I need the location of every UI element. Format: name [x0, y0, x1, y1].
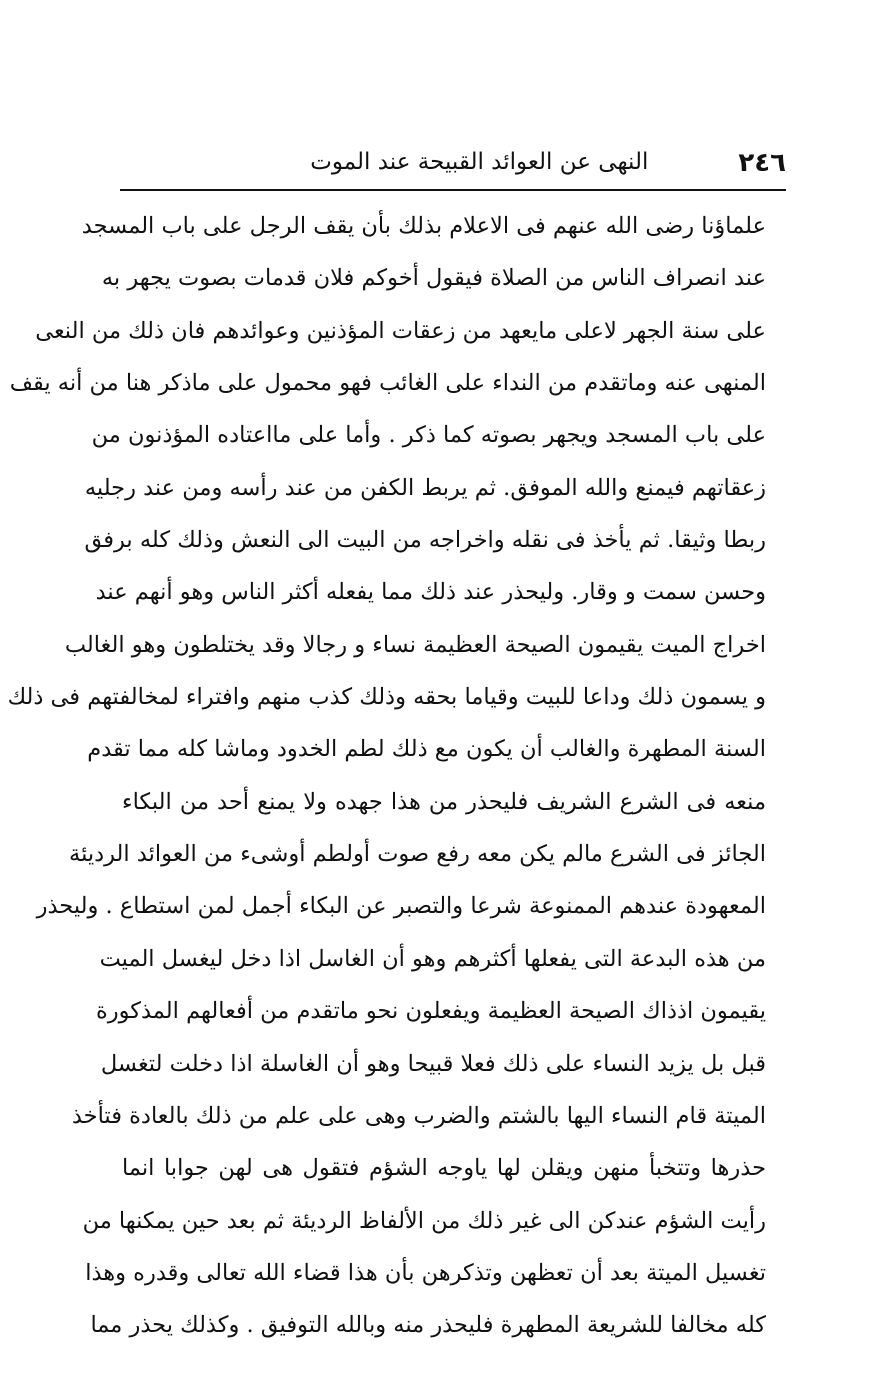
header-rule	[120, 189, 786, 191]
text-line: كله مخالفا للشريعة المطهرة فليحذر منه وبالله التوفيق . وكذلك يحذر مما	[90, 1312, 766, 1339]
text-line: السنة المطهرة والغالب أن يكون مع ذلك لطم الخدود وماشا كله مما تقدم	[87, 736, 766, 763]
page-number: ٢٤٦	[738, 148, 786, 178]
text-line: ربطا وثيقا. ثم يأخذ فى نقله واخراجه من البيت الى النعش وذلك كله برفق	[84, 527, 766, 554]
text-line: و يسمون ذلك وداعا للبيت وقياما بحقه وذلك كذب منهم وافتراء لمخالفتهم فى ذلك	[7, 684, 766, 711]
text-line: منعه فى الشرع الشريف فليحذر من هذا جهده ولا يمنع أحد من البكاء	[122, 788, 766, 815]
running-title: النهى عن العوائد القبيحة عند الموت	[310, 149, 649, 175]
text-line: وحسن سمت و وقار. وليحذر عند ذلك مما يفعله أكثر الناس وهو أنهم عند	[95, 579, 766, 606]
text-line: من هذه البدعة التى يفعلها أكثرهم وهو أن الغاسل اذا دخل ليغسل الميت	[99, 945, 766, 972]
text-line: قبل بل يزيد النساء على ذلك فعلا قبيحا وهو أن الغاسلة اذا دخلت لتغسل	[100, 1050, 766, 1077]
text-line: عند انصراف الناس من الصلاة فيقول أخوكم فلان قدمات بصوت يجهر به	[101, 265, 766, 292]
text-line: رأيت الشؤم عندكن الى غير ذلك من الألفاظ الرديئة ثم بعد حين يمكنها من	[82, 1207, 766, 1234]
text-line: اخراج الميت يقيمون الصيحة العظيمة نساء و رجالا وقد يختلطون وهو الغالب	[64, 631, 766, 658]
body-text	[7, 200, 766, 1352]
text-line: زعقاتهم فيمنع والله الموفق. ثم يربط الكفن من عند رأسه ومن عند رجليه	[84, 474, 766, 501]
text-line: علماؤنا رضى الله عنهم فى الاعلام بذلك بأن يقف الرجل على باب المسجد	[81, 213, 766, 239]
text-line: على سنة الجهر لاعلى مايعهد من زعقات المؤذنين وعوائدهم فان ذلك من النعى	[35, 317, 766, 344]
text-line: الجائز فى الشرع مالم يكن معه رفع صوت أولطم أوشىء من العوائد الرديئة	[69, 841, 766, 868]
text-line: حذرها وتتخبأ منهن ويقلن لها ياوجه الشؤم فتقول هى لهن جوابا انما	[122, 1155, 766, 1182]
page-header	[120, 142, 786, 184]
text-line: المنهى عنه وماتقدم من النداء على الغائب فهو محمول على ماذكر هنا من أنه يقف	[9, 370, 766, 397]
text-line: المعهودة عندهم الممنوعة شرعا والتصبر عن البكاء أجمل لمن استطاع . وليحذر	[36, 893, 766, 920]
text-line: على باب المسجد ويجهر بصوته كما ذكر . وأما على مااعتاده المؤذنون من	[91, 422, 766, 449]
text-line: الميتة قام النساء اليها بالشتم والضرب وهى على علم من ذلك بالعادة فتأخذ	[71, 1102, 766, 1129]
text-line: تغسيل الميتة بعد أن تعظهن وتذكرهن بأن هذا قضاء الله تعالى وقدره وهذا	[85, 1259, 766, 1286]
text-line: يقيمون اذذاك الصيحة العظيمة ويفعلون نحو ماتقدم من أفعالهم المذكورة	[96, 998, 766, 1025]
